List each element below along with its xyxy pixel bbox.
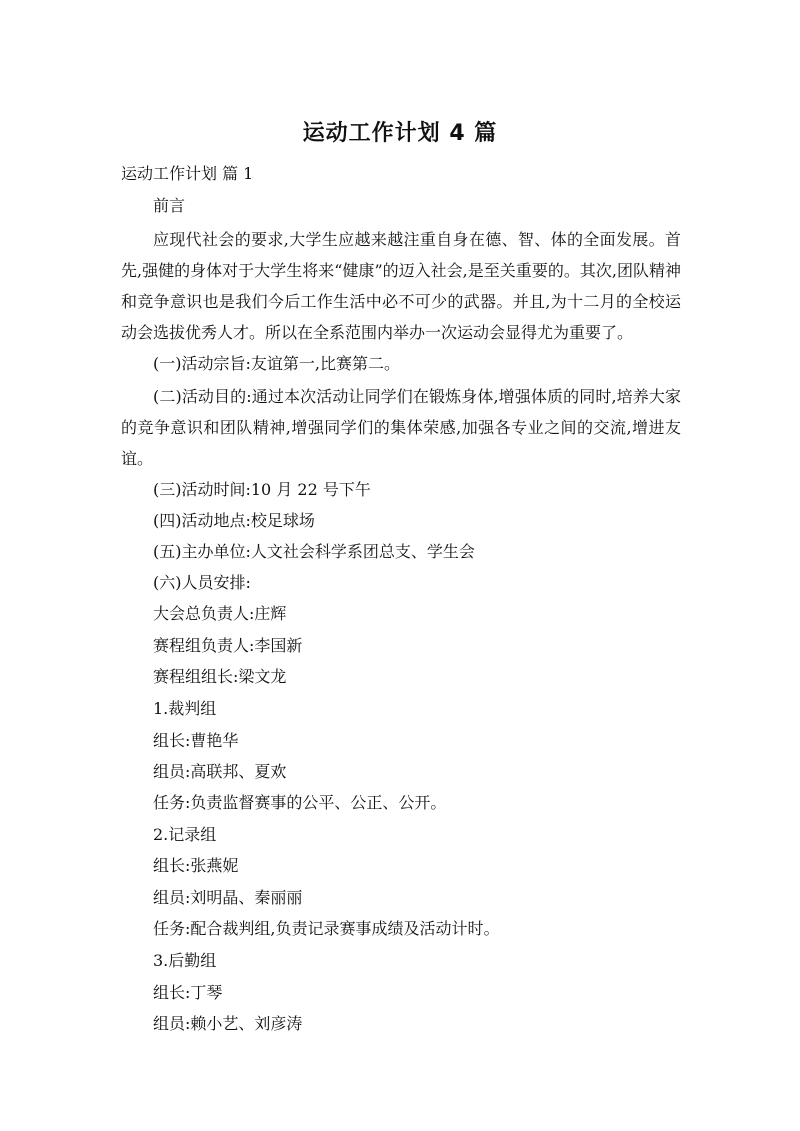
group-name: 3.后勤组 <box>153 951 217 970</box>
preface-heading: 前言 <box>153 196 186 215</box>
group-members: 组员:高联邦、夏欢 <box>153 762 287 781</box>
group-name: 2.记录组 <box>153 825 217 844</box>
group-leader: 组长:丁琴 <box>153 983 223 1002</box>
schedule-head-line: 赛程组负责人:李国新 <box>153 636 303 655</box>
general-lead-line: 大会总负责人:庄辉 <box>153 604 287 623</box>
group-task: 任务:配合裁判组,负责记录赛事成绩及活动计时。 <box>153 919 500 938</box>
group-task: 任务:负责监督赛事的公平、公正、公开。 <box>153 793 447 812</box>
group-members: 组员:赖小艺、刘彦涛 <box>153 1014 303 1033</box>
activity-time-line: (三)活动时间:10 月 22 号下午 <box>153 480 371 499</box>
group-members: 组员:刘明晶、秦丽丽 <box>153 888 303 907</box>
staffing-heading: (六)人员安排: <box>153 573 251 592</box>
section-heading: 运动工作计划 篇 1 <box>121 164 254 183</box>
activity-purpose-line: (一)活动宗旨:友谊第一,比赛第二。 <box>153 354 400 373</box>
group-name: 1.裁判组 <box>153 699 217 718</box>
schedule-leader-line: 赛程组组长:梁文龙 <box>153 667 287 686</box>
organizer-line: (五)主办单位:人文社会科学系团总支、学生会 <box>153 542 475 561</box>
document-title: 运动工作计划 4 篇 <box>302 121 498 146</box>
group-leader: 组长:曹艳华 <box>153 731 239 750</box>
intro-paragraph: 应现代社会的要求,大学生应越来越注重自身在德、智、体的全面发展。首先,强健的身体对于大学生将来“健康”的迈入社会,是至关重要的。其次,团队精神和竞争意识也是我们今后工作生活中必不可少的武器。并且,为十二月的全校运动会选拔优秀人才。所以在全系范围内举办一次运动会显得尤为重要了。 <box>121 230 681 342</box>
group-leader: 组长:张燕妮 <box>153 856 239 875</box>
activity-location-line: (四)活动地点:校足球场 <box>153 511 315 530</box>
activity-goal-paragraph: (二)活动目的:通过本次活动让同学们在锻炼身体,增强体质的同时,培养大家的竞争意识和团队精神,增强同学们的集体荣感,加强各专业之间的交流,增进友谊。 <box>121 387 681 468</box>
